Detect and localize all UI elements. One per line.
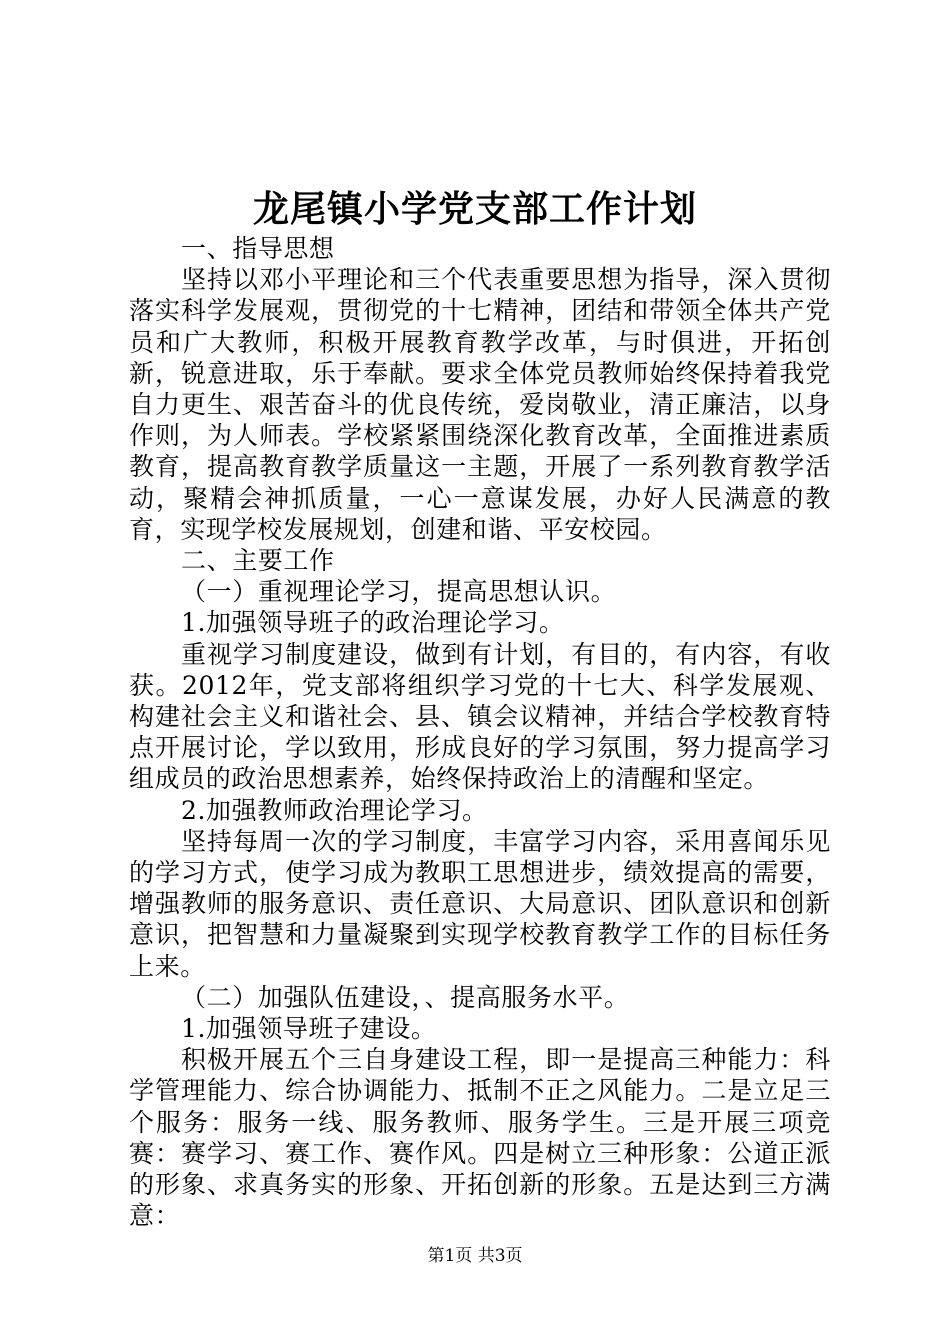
item-leadership-building: 1.加强领导班子建设。 (181, 1014, 437, 1044)
paragraph-leadership-building: 积极开展五个三自身建设工程，即一是提高三种能力：科学管理能力、综合协调能力、抵制不正之风能力。二是立足三个服务：服务一线、服务教师、服务学生。三是开展三项竞赛：赛学习、赛工作、赛作风。四是树立三种形象：公道正派的形象、求真务实的形象、开拓创新的形象。五是达到三方满意： (129, 1045, 831, 1231)
paragraph-teacher-theory-study: 坚持每周一次的学习制度，丰富学习内容，采用喜闻乐见的学习方式，使学习成为教职工思想进步，绩效提高的需要，增强教师的服务意识、责任意识、大局意识、团队意识和创新意识，把智慧和力量凝聚到实现学校教育教学工作的目标任务上来。 (129, 826, 831, 981)
subheading-team-building: （二）加强队伍建设，、提高服务水平。 (181, 982, 630, 1012)
heading-main-work: 二、主要工作 (181, 546, 335, 576)
heading-guiding-ideology: 一、指导思想 (181, 234, 335, 263)
document-body (129, 233, 831, 1232)
page-footer: 第1页 共3页 (427, 1246, 523, 1266)
document-title: 龙尾镇小学党支部工作计划 (252, 188, 697, 230)
paragraph-leadership-theory-study: 重视学习制度建设，做到有计划，有目的，有内容，有收获。2012年，党支部将组织学习党的十七大、科学发展观、构建社会主义和谐社会、县、镇会议精神，并结合学校教育特点开展讨论，学以致用，形成良好的学习氛围，努力提高学习组成员的政治思想素养，始终保持政治上的清醒和坚定。 (129, 639, 831, 794)
paragraph-guiding-ideology: 坚持以邓小平理论和三个代表重要思想为指导，深入贯彻落实科学发展观，贯彻党的十七精神，团结和带领全体共产党员和广大教师，积极开展教育教学改革，与时俱进，开拓创新，锐意进取，乐于奉献。要求全体党员教师始终保持着我党自力更生、艰苦奋斗的优良传统，爱岗敬业，清正廉洁，以身作则，为人师表。学校紧紧围绕深化教育改革，全面推进素质教育，提高教育教学质量这一主题，开展了一系列教育教学活动，聚精会神抓质量，一心一意谋发展，办好人民满意的教育，实现学校发展规划，创建和谐、平安校园。 (129, 265, 831, 544)
item-teacher-theory-study: 2.加强教师政治理论学习。 (181, 795, 488, 825)
item-leadership-theory-study: 1.加强领导班子的政治理论学习。 (181, 608, 565, 638)
subheading-theory-study: （一）重视理论学习，提高思想认识。 (181, 577, 617, 607)
